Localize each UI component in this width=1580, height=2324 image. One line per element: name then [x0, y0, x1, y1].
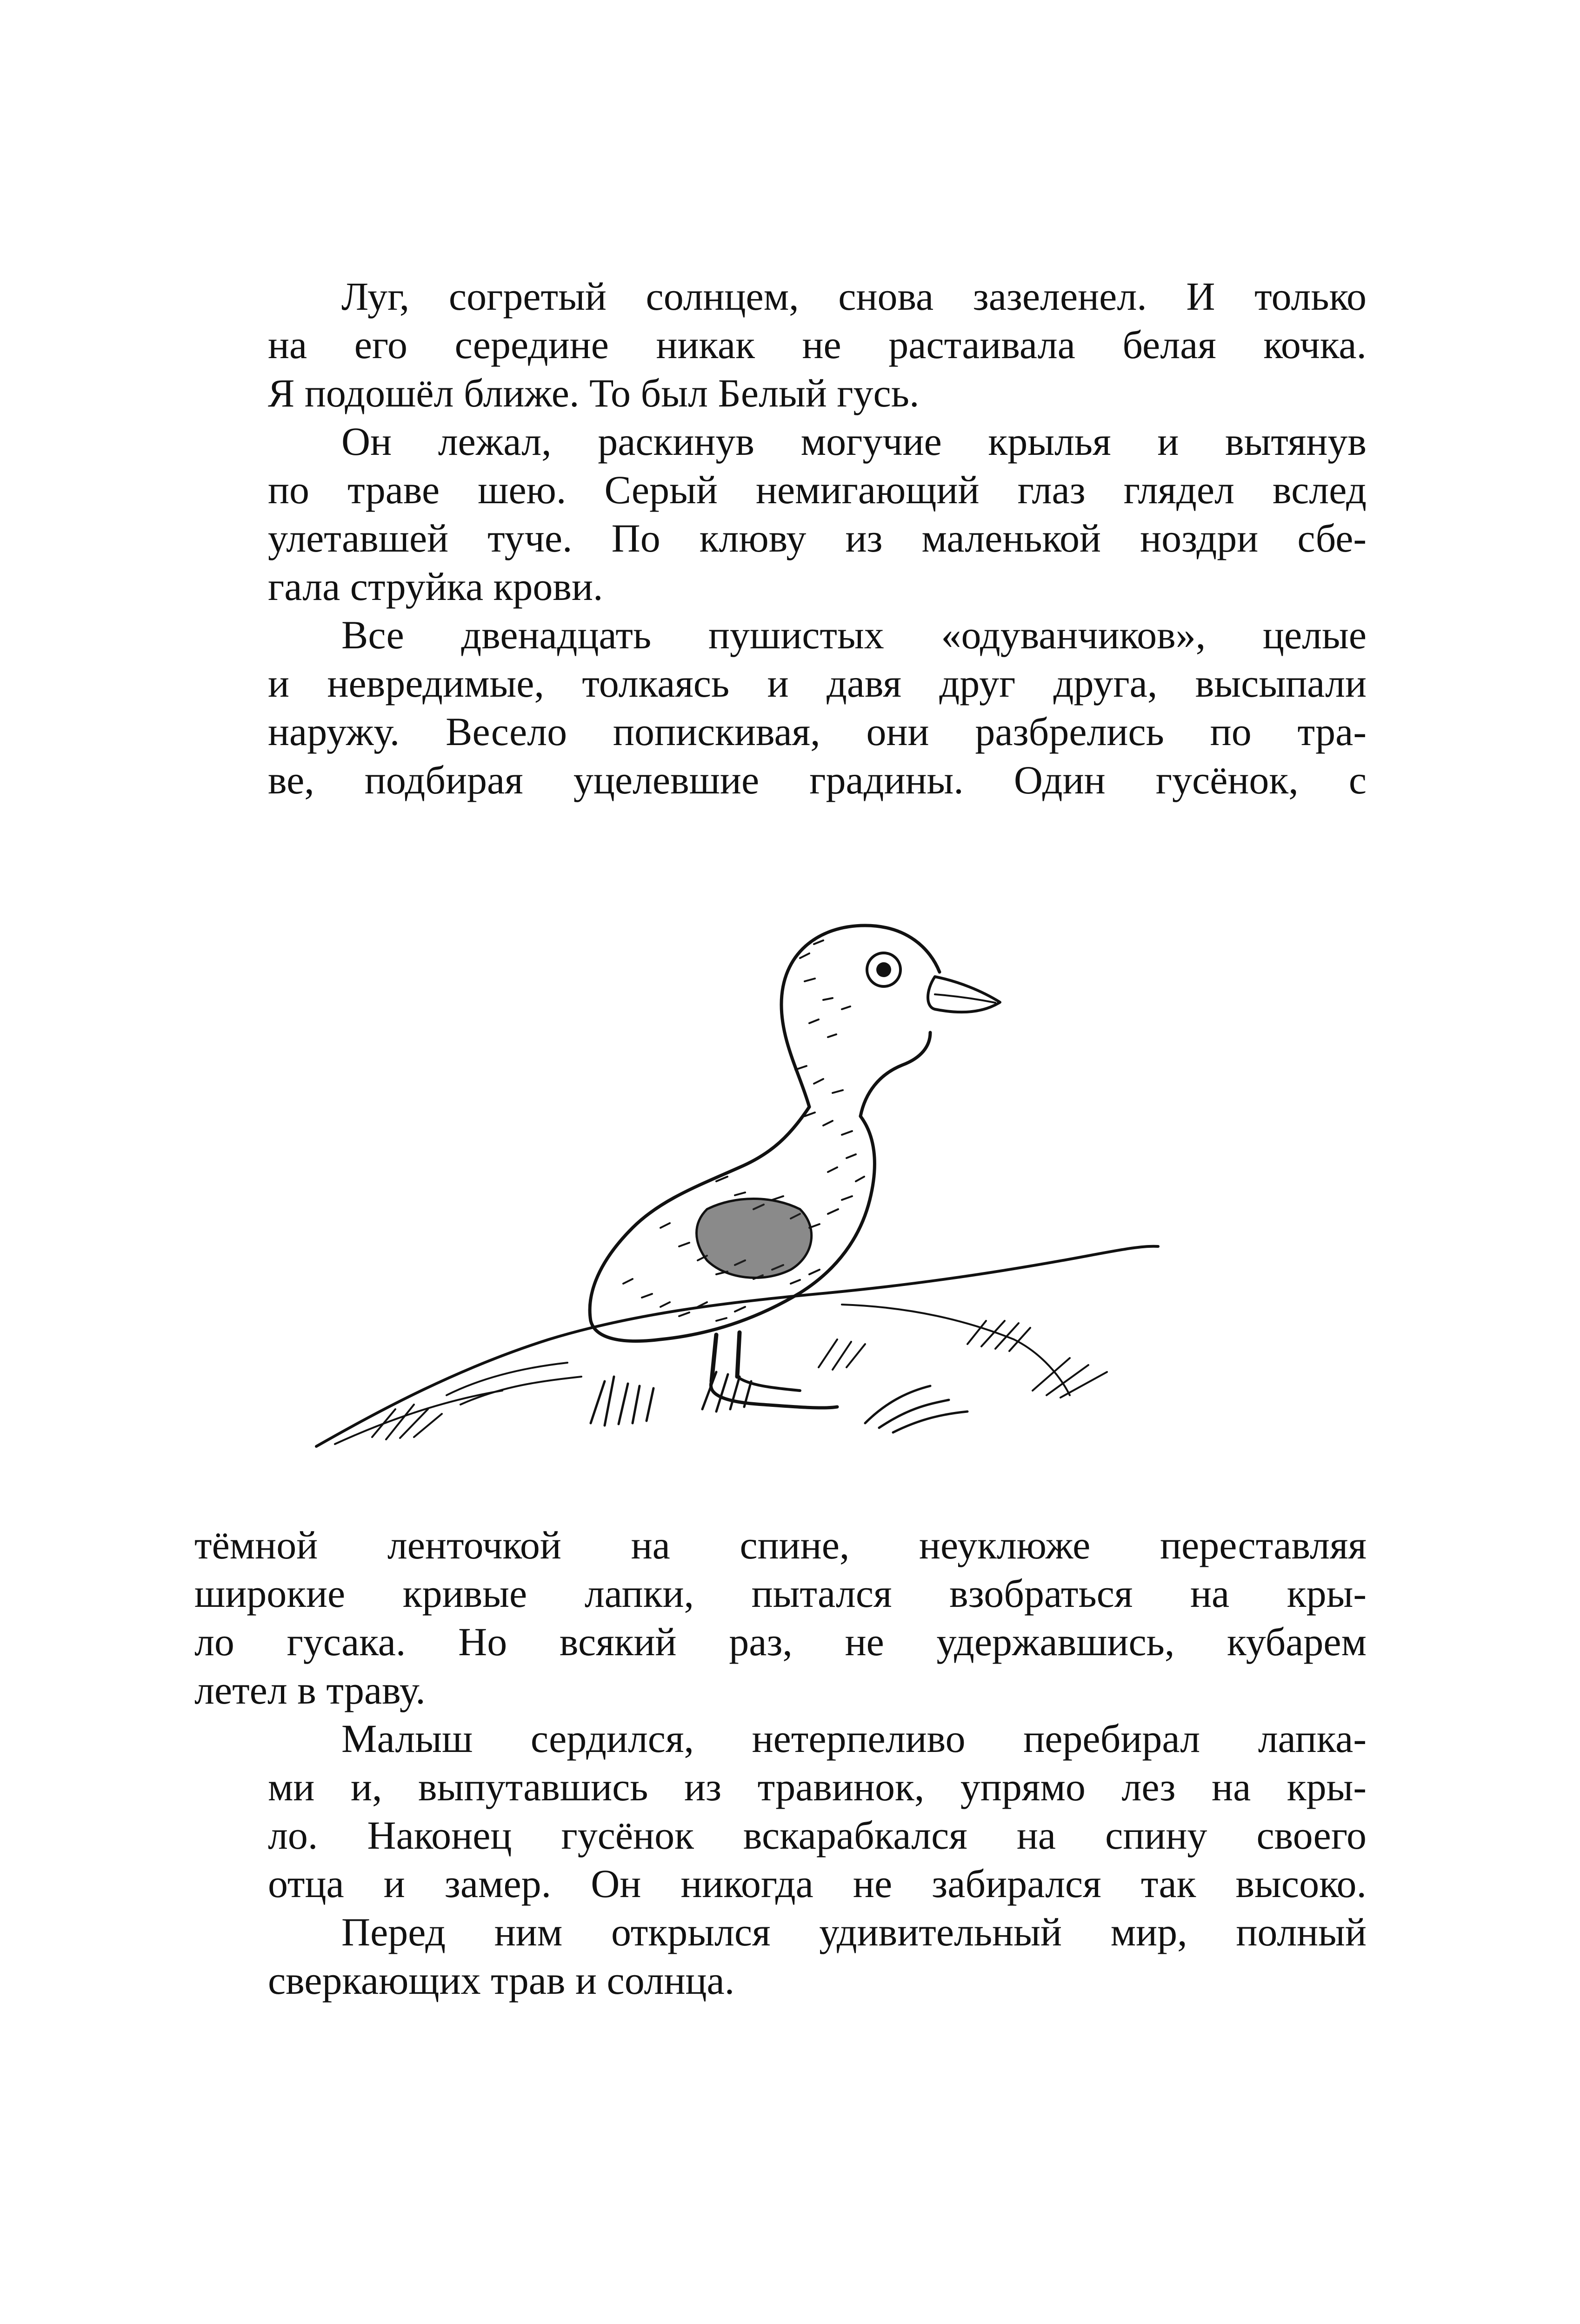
text-line: ми и, выпутавшись из травинок, упрямо лез на кры- — [268, 1765, 1367, 1809]
paragraph-3-continued — [194, 1521, 1367, 1714]
text-line: ве, подбирая уцелевшие градины. Один гусёнок, с — [268, 758, 1367, 802]
text-line: улетавшей туче. По клюву из маленькой ноздри сбе- — [268, 516, 1367, 560]
paragraph-1 — [194, 272, 1367, 417]
text-line: и невредимые, толкаясь и давя друг друга, высыпали — [268, 661, 1367, 706]
paragraph-4 — [194, 1714, 1367, 1908]
text-line: по траве шею. Серый немигающий глаз глядел вслед — [268, 467, 1367, 512]
text-line: отца и замер. Он никогда не забирался так высоко. — [268, 1861, 1367, 1906]
text-line: Луг, согретый солнцем, снова зазеленел. И только — [341, 274, 1367, 319]
paragraph-5 — [194, 1908, 1367, 2004]
text-line: Все двенадцать пушистых «одуванчиков», целые — [341, 613, 1367, 657]
text-line: тёмной ленточкой на спине, неуклюже переставляя — [194, 1523, 1367, 1567]
text-line: наружу. Весело попискивая, они разбрелись по тра- — [268, 709, 1367, 754]
text-line: летел в траву. — [194, 1668, 426, 1712]
gosling-illustration — [307, 874, 1247, 1460]
text-line: Перед ним открылся удивительный мир, полный — [341, 1910, 1367, 1954]
text-line: Я подошёл ближе. То был Белый гусь. — [268, 371, 920, 415]
bottom-text-block — [194, 1521, 1367, 2004]
text-line: ло гусака. Но всякий раз, не удержавшись, кубарем — [194, 1619, 1367, 1664]
text-line: гала струйка крови. — [268, 564, 603, 609]
paragraph-2 — [194, 417, 1367, 611]
top-text-block — [194, 272, 1367, 804]
text-line: на его середине никак не растаивала белая кочка. — [268, 322, 1367, 367]
text-line: широкие кривые лапки, пытался взобраться на кры- — [194, 1571, 1367, 1616]
text-line: Он лежал, раскинув могучие крылья и вытянув — [341, 419, 1367, 464]
paragraph-3 — [194, 611, 1367, 804]
text-line: ло. Наконец гусёнок вскарабкался на спину своего — [268, 1813, 1367, 1858]
text-line: сверкающих трав и солнца. — [268, 1958, 735, 2003]
text-line: Малыш сердился, нетерпеливо перебирал лапка- — [341, 1716, 1367, 1761]
